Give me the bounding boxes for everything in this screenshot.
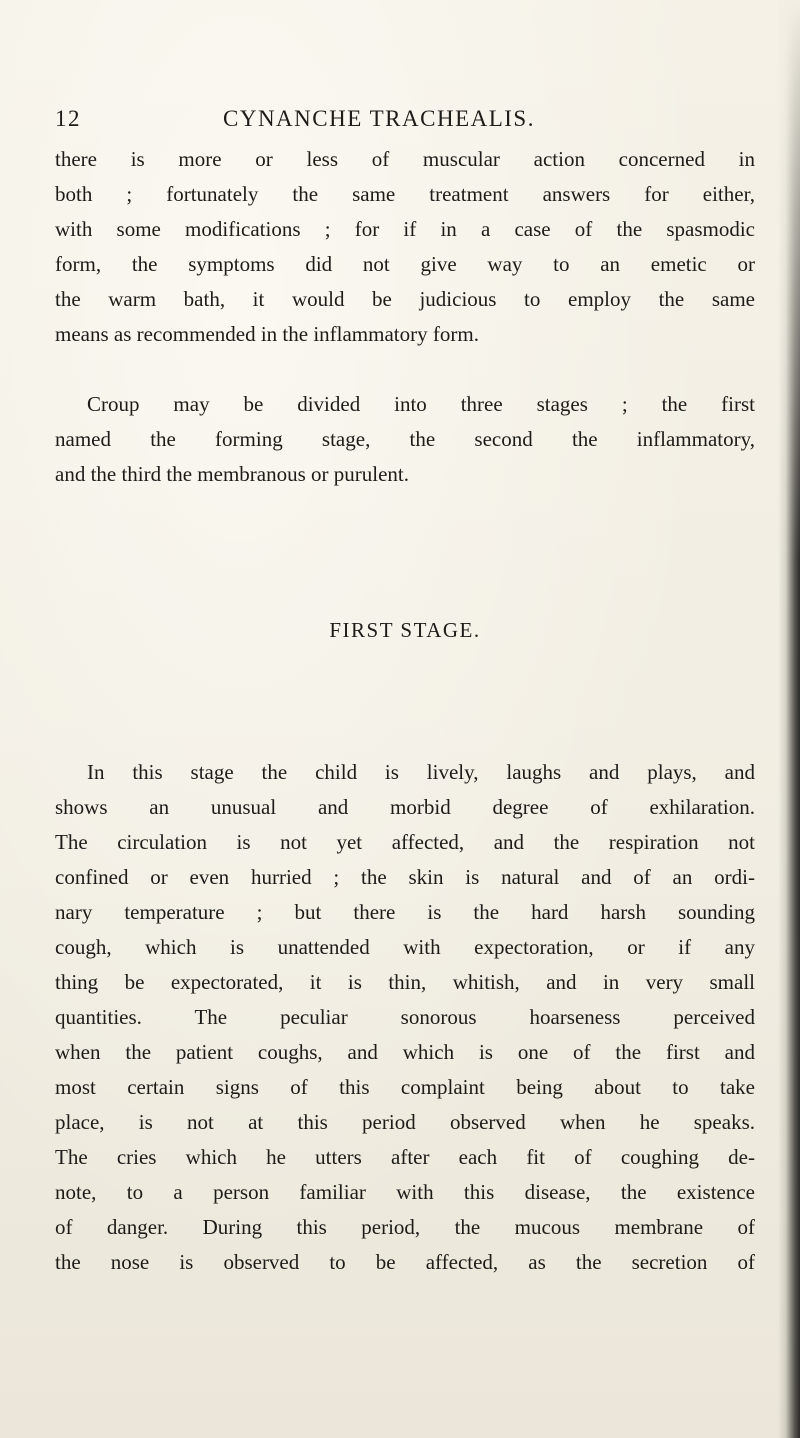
page-number: 12 (55, 106, 81, 131)
text-line: confined or even hurried ; the skin is natural and of an ordi- (55, 865, 755, 889)
text-line: of danger. During this period, the mucous membrane of (55, 1215, 755, 1239)
text-line: The circulation is not yet affected, and the respiration not (55, 830, 755, 854)
text-line: and the third the membranous or purulent. (55, 462, 409, 486)
text-line: with some modifications ; for if in a case of the spasmodic (55, 217, 755, 241)
text-line: In this stage the child is lively, laughs and plays, and (87, 760, 755, 784)
text-line: form, the symptoms did not give way to an emetic or (55, 252, 755, 276)
paragraph-continuation (55, 142, 755, 352)
text-line: cough, which is unattended with expectoration, or if any (55, 935, 755, 959)
text-line: there is more or less of muscular action concerned in (55, 147, 755, 171)
text-line: means as recommended in the inflammatory form. (55, 322, 479, 346)
text-line: when the patient coughs, and which is one of the first and (55, 1040, 755, 1064)
text-line: both ; fortunately the same treatment answers for either, (55, 182, 755, 206)
text-line: the nose is observed to be affected, as the secretion of (55, 1250, 755, 1274)
text-line: Croup may be divided into three stages ; the first (87, 392, 755, 416)
text-line: note, to a person familiar with this disease, the existence (55, 1180, 755, 1204)
text-line: the warm bath, it would be judicious to employ the same (55, 287, 755, 311)
paragraph-first-stage (55, 755, 755, 1280)
text-line: shows an unusual and morbid degree of exhilaration. (55, 795, 755, 819)
section-heading: FIRST STAGE. (329, 618, 481, 642)
text-line: quantities. The peculiar sonorous hoarseness perceived (55, 1005, 755, 1029)
paragraph-croup-stages (55, 387, 755, 492)
text-line: most certain signs of this complaint being about to take (55, 1075, 755, 1099)
text-line: place, is not at this period observed when he speaks. (55, 1110, 755, 1134)
text-line: nary temperature ; but there is the hard harsh sounding (55, 900, 755, 924)
text-line: The cries which he utters after each fit of coughing de- (55, 1145, 755, 1169)
text-line: named the forming stage, the second the inflammatory, (55, 427, 755, 451)
running-head (55, 106, 755, 140)
text-line: thing be expectorated, it is thin, whitish, and in very small (55, 970, 755, 994)
running-title: CYNANCHE TRACHEALIS. (223, 106, 535, 131)
page-edge-fade (778, 0, 800, 560)
